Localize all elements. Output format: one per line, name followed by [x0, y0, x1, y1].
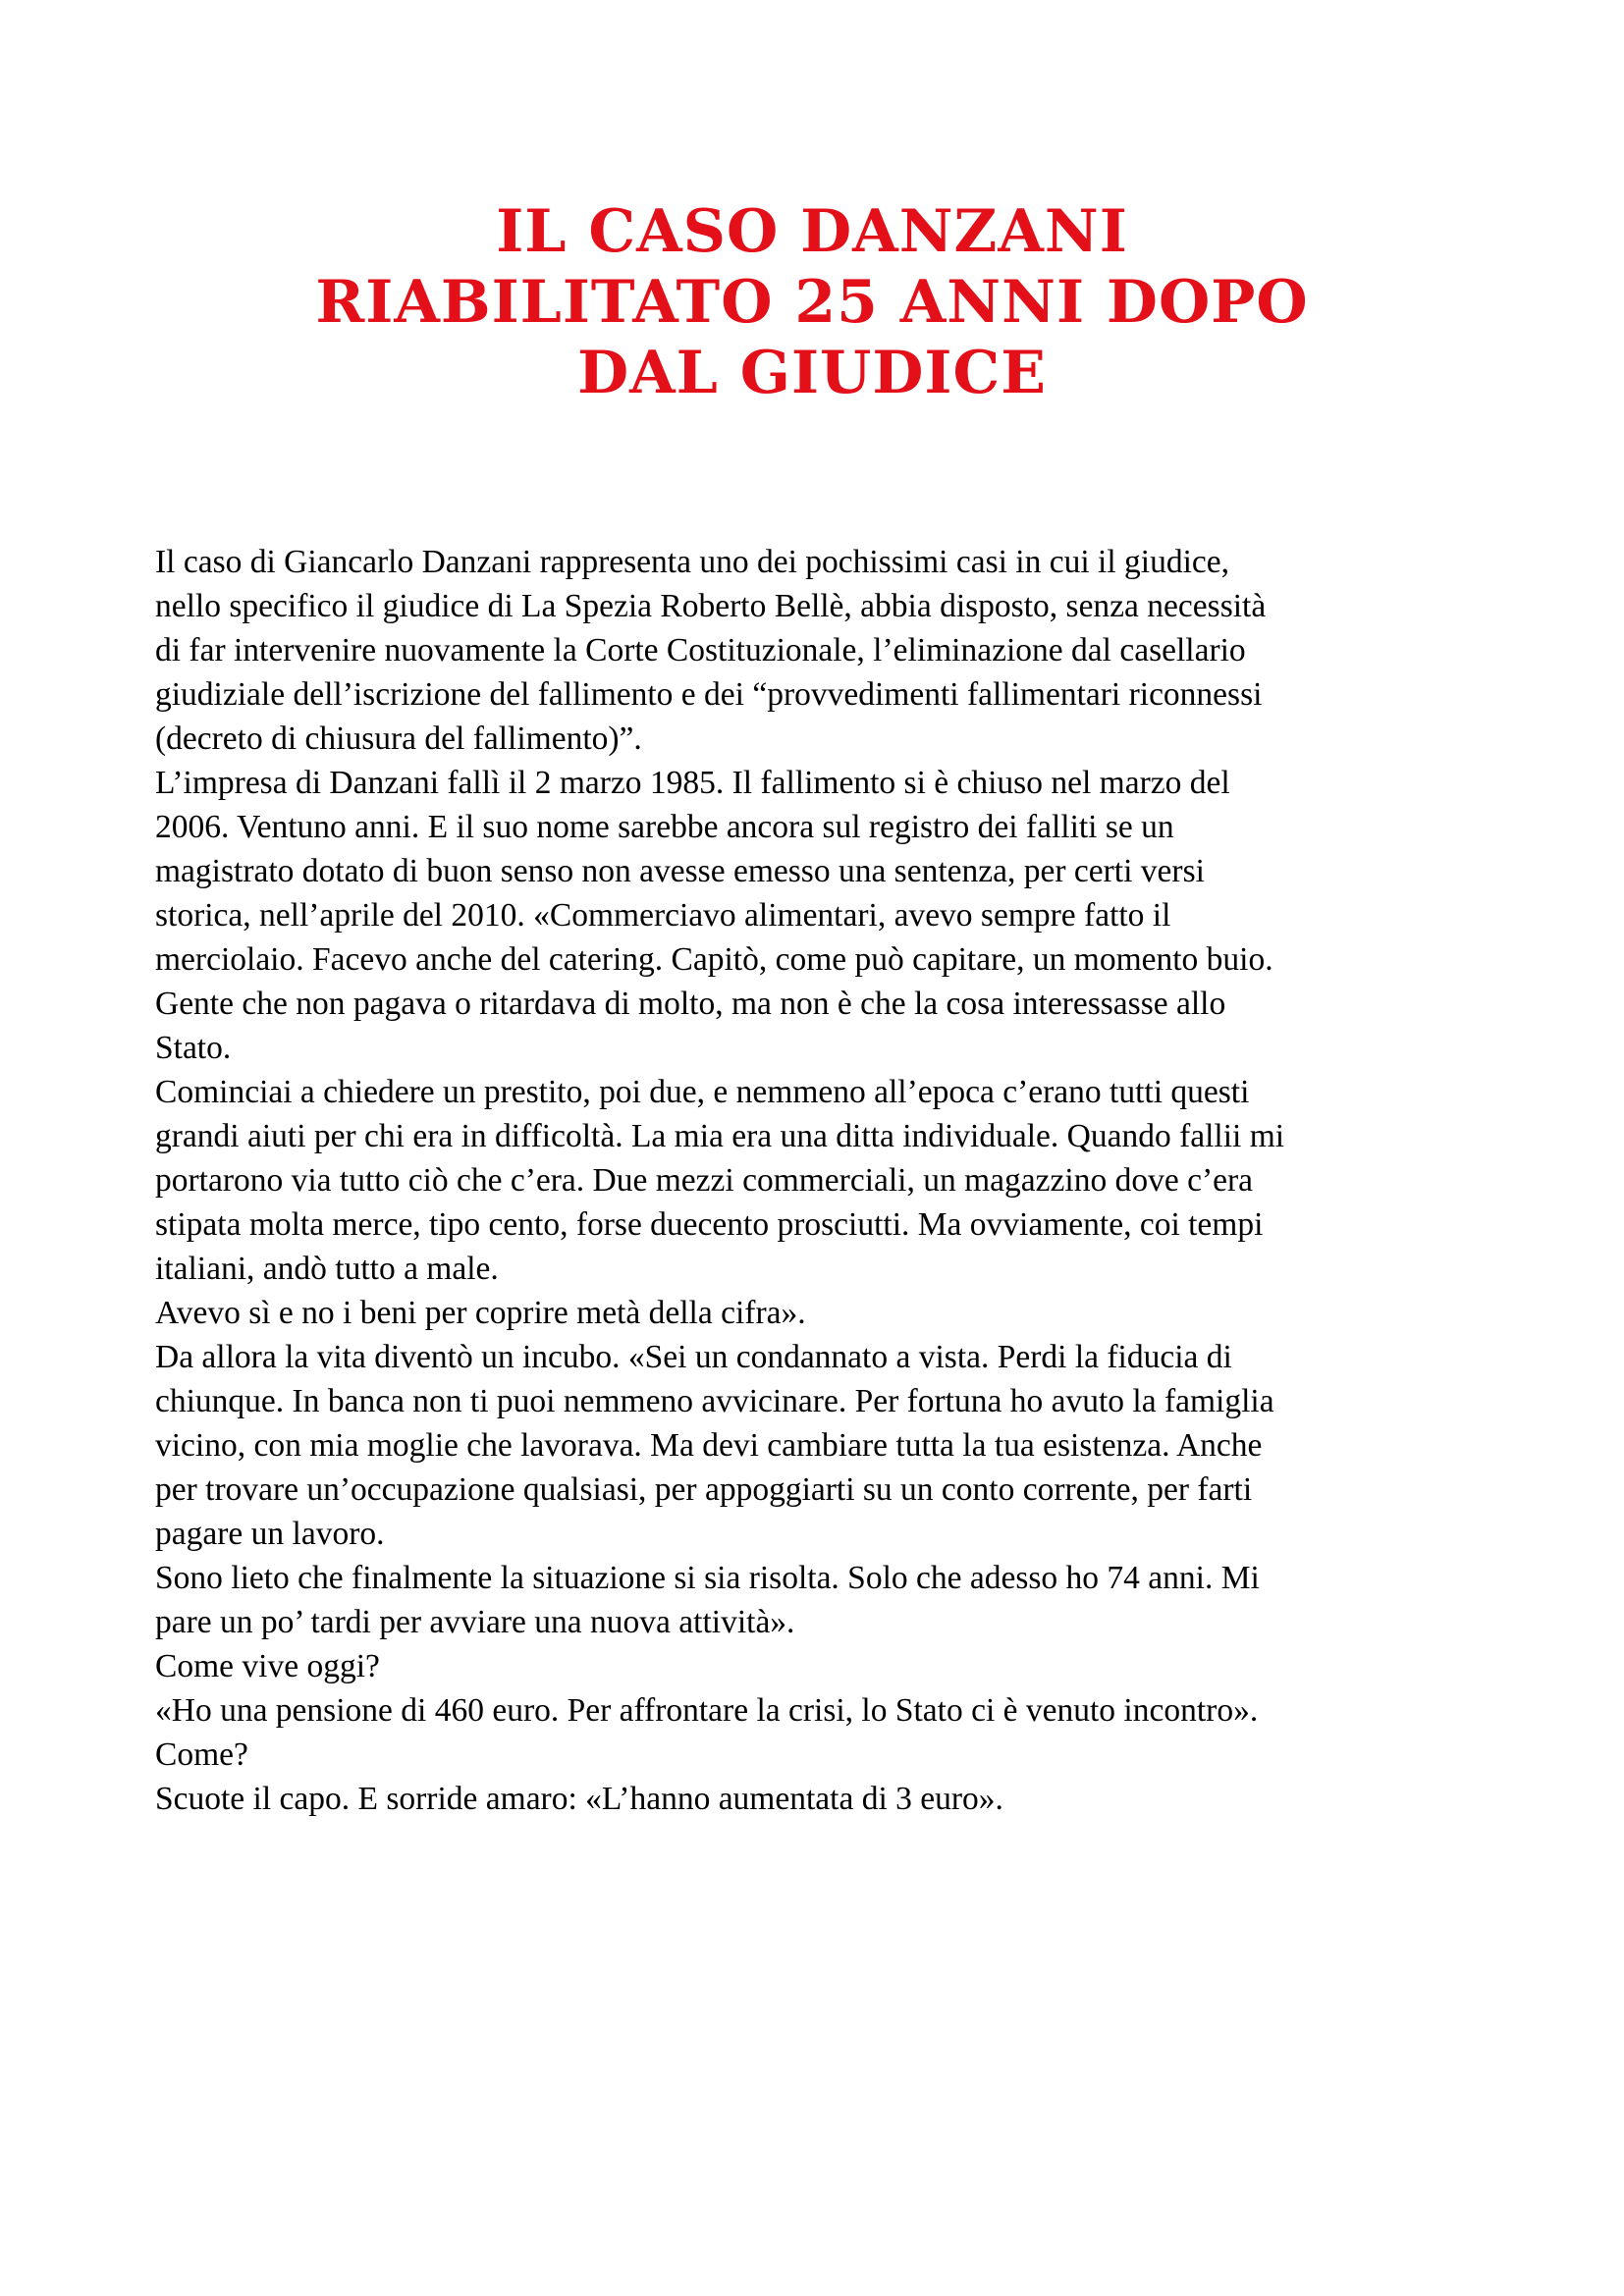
- body-line: Scuote il capo. E sorride amaro: «L’hanno aumentata di 3 euro».: [155, 1781, 1003, 1817]
- body-line: Sono lieto che finalmente la situazione si sia risolta. Solo che adesso ho 74 anni. Mi: [155, 1560, 1260, 1596]
- body-line: pagare un lavoro.: [155, 1516, 385, 1552]
- body-line: per trovare un’occupazione qualsiasi, per appoggiarti su un conto corrente, per farti: [155, 1471, 1253, 1508]
- title-line-1: IL CASO DANZANI: [496, 197, 1128, 266]
- body-line: stipata molta merce, tipo cento, forse duecento prosciutti. Ma ovviamente, coi tempi: [155, 1206, 1264, 1243]
- body-line: magistrato dotato di buon senso non avesse emesso una sentenza, per certi versi: [155, 853, 1205, 889]
- body-line: vicino, con mia moglie che lavorava. Ma devi cambiare tutta la tua esistenza. Anche: [155, 1427, 1263, 1464]
- title-line-2: RIABILITATO 25 ANNI DOPO: [315, 268, 1309, 337]
- body-line: portarono via tutto ciò che c’era. Due mezzi commerciali, un magazzino dove c’era: [155, 1162, 1253, 1199]
- body-line: Come?: [155, 1736, 248, 1773]
- body-line: Da allora la vita diventò un incubo. «Sei un condannato a vista. Perdi la fiducia di: [155, 1339, 1232, 1375]
- body-line: chiunque. In banca non ti puoi nemmeno avvicinare. Per fortuna ho avuto la famiglia: [155, 1383, 1274, 1419]
- body-line: grandi aiuti per chi era in difficoltà. La mia era una ditta individuale. Quando fallii mi: [155, 1118, 1285, 1154]
- body-line: Avevo sì e no i beni per coprire metà della cifra».: [155, 1295, 806, 1331]
- title-line-3: DAL GIUDICE: [577, 339, 1047, 407]
- body-line: di far intervenire nuovamente la Corte Costituzionale, l’eliminazione dal casellario: [155, 632, 1246, 668]
- body-line: nello specifico il giudice di La Spezia Roberto Bellè, abbia disposto, senza necessità: [155, 588, 1267, 624]
- body-line: Come vive oggi?: [155, 1648, 380, 1684]
- article-body: [155, 540, 1490, 1821]
- body-line: storica, nell’aprile del 2010. «Commerciavo alimentari, avevo sempre fatto il: [155, 897, 1171, 934]
- body-line: Stato.: [155, 1030, 232, 1066]
- body-line: (decreto di chiusura del fallimento)”.: [155, 721, 642, 757]
- body-line: italiani, andò tutto a male.: [155, 1251, 499, 1287]
- article-title: [0, 196, 1624, 408]
- body-line: 2006. Ventuno anni. E il suo nome sarebbe ancora sul registro dei falliti se un: [155, 809, 1174, 845]
- body-line: Cominciai a chiedere un prestito, poi due, e nemmeno all’epoca c’erano tutti questi: [155, 1074, 1250, 1110]
- body-line: pare un po’ tardi per avviare una nuova attività».: [155, 1604, 795, 1640]
- body-line: Gente che non pagava o ritardava di molto, ma non è che la cosa interessasse allo: [155, 986, 1226, 1022]
- body-line: merciolaio. Facevo anche del catering. Capitò, come può capitare, un momento buio.: [155, 941, 1273, 978]
- body-line: Il caso di Giancarlo Danzani rappresenta uno dei pochissimi casi in cui il giudice,: [155, 544, 1229, 580]
- body-line: L’impresa di Danzani fallì il 2 marzo 1985. Il fallimento si è chiuso nel marzo del: [155, 765, 1230, 801]
- body-line: «Ho una pensione di 460 euro. Per affrontare la crisi, lo Stato ci è venuto incontro».: [155, 1692, 1259, 1729]
- body-line: giudiziale dell’iscrizione del fallimento e dei “provvedimenti fallimentari riconnessi: [155, 676, 1263, 713]
